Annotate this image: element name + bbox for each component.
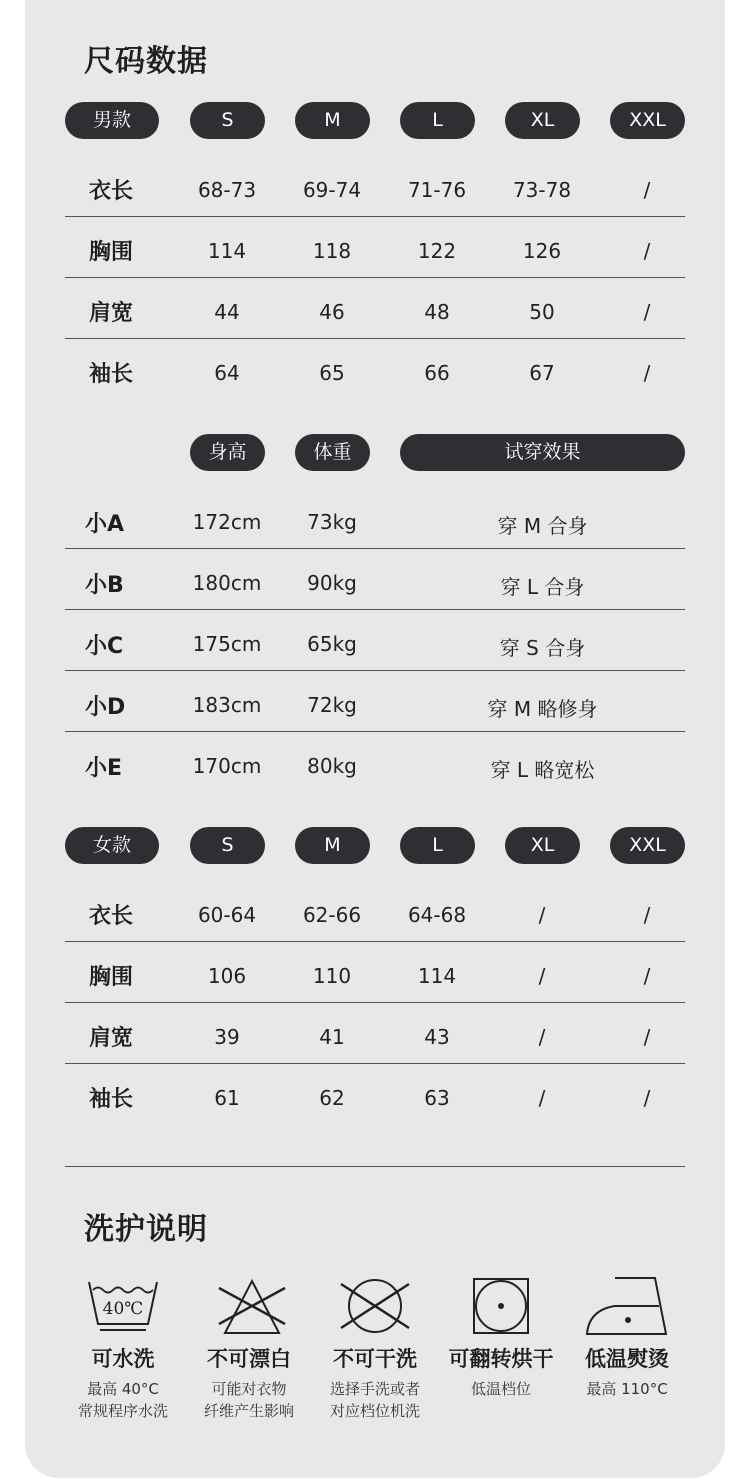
care-desc-line: 选择手洗或者 [329, 1380, 420, 1398]
women-size-l-pill: L [400, 827, 475, 864]
fitting-effect: 穿 L 合身 [500, 575, 585, 599]
men-cell: 67 [529, 361, 555, 385]
men-size-m-pill: M [295, 102, 370, 139]
women-cell: 39 [214, 1025, 240, 1049]
tumble-dry-low-icon [472, 1277, 532, 1335]
men-cell: 73-78 [512, 178, 572, 202]
men-cell: 114 [207, 239, 247, 263]
fitting-height: 175cm [192, 632, 262, 656]
care-name: 可翻转烘干 [448, 1347, 554, 1371]
women-cell: / [538, 903, 546, 927]
women-cell: 106 [207, 964, 247, 988]
fitting-row-label: 小A [85, 512, 125, 537]
men-cell: 64 [214, 361, 240, 385]
men-row-label: 衣长 [89, 179, 134, 204]
men-cell: 69-74 [302, 178, 362, 202]
women-row-label: 衣长 [89, 904, 134, 929]
fitting-effect: 穿 M 略修身 [487, 697, 598, 721]
section-divider [65, 1166, 685, 1167]
men-cell: / [643, 361, 651, 385]
men-cell: 48 [424, 300, 450, 324]
women-cell: 64-68 [407, 903, 467, 927]
men-cell: 66 [424, 361, 450, 385]
fitting-row-label: 小E [85, 756, 123, 781]
fitting-row-label: 小C [85, 634, 124, 659]
fitting-height: 170cm [192, 754, 262, 778]
fitting-effect-pill: 试穿效果 [400, 434, 685, 471]
men-cell: 118 [312, 239, 352, 263]
men-cell: 68-73 [197, 178, 257, 202]
size-section-title: 尺码数据 [84, 44, 208, 79]
care-desc [562, 1378, 692, 1400]
fitting-weight: 73kg [307, 510, 357, 534]
women-cell: 61 [214, 1086, 240, 1110]
women-cell: / [643, 964, 651, 988]
fitting-weight: 80kg [307, 754, 357, 778]
women-cell: 62 [319, 1086, 345, 1110]
row-divider [65, 731, 685, 732]
care-desc-line: 最高 40°C [87, 1380, 159, 1398]
care-desc [310, 1378, 440, 1422]
women-row-label: 袖长 [89, 1087, 134, 1112]
women-cell: / [538, 964, 546, 988]
fitting-weight: 72kg [307, 693, 357, 717]
fitting-row-label: 小D [85, 695, 126, 720]
men-cell: / [643, 300, 651, 324]
care-desc-line: 低温档位 [470, 1380, 531, 1398]
care-section-title: 洗护说明 [84, 1212, 208, 1247]
men-size-xxl-pill: XXL [610, 102, 685, 139]
care-desc [184, 1378, 314, 1422]
women-cell: / [643, 1086, 651, 1110]
men-row-label: 胸围 [89, 240, 134, 265]
fitting-effect: 穿 S 合身 [499, 636, 586, 660]
women-size-s-pill: S [190, 827, 265, 864]
iron-low-icon [585, 1276, 669, 1336]
men-cell: / [643, 178, 651, 202]
care-desc-line: 纤维产生影响 [203, 1402, 294, 1420]
row-divider [65, 941, 685, 942]
care-name: 不可干洗 [333, 1347, 417, 1371]
care-name: 可水洗 [91, 1347, 155, 1371]
row-divider [65, 338, 685, 339]
men-size-xl-pill: XL [505, 102, 580, 139]
content-card [25, 0, 725, 1478]
care-name: 低温熨烫 [585, 1347, 669, 1371]
women-cell: 110 [312, 964, 352, 988]
fitting-weight: 65kg [307, 632, 357, 656]
women-cell: / [643, 1025, 651, 1049]
men-cell: 46 [319, 300, 345, 324]
row-divider [65, 670, 685, 671]
row-divider [65, 216, 685, 217]
fitting-row-label: 小B [85, 573, 124, 598]
men-cell: 71-76 [407, 178, 467, 202]
men-cell: 122 [417, 239, 457, 263]
men-cell: 44 [214, 300, 240, 324]
care-desc-line: 常规程序水洗 [77, 1402, 168, 1420]
women-cell: 60-64 [197, 903, 257, 927]
row-divider [65, 609, 685, 610]
men-cell: / [643, 239, 651, 263]
women-size-xl-pill: XL [505, 827, 580, 864]
women-row-label: 肩宽 [89, 1026, 134, 1051]
care-desc [436, 1378, 566, 1400]
fitting-height-pill: 身高 [190, 434, 265, 471]
men-label-pill: 男款 [65, 102, 159, 139]
wash-tub-icon [86, 1278, 160, 1334]
fitting-weight: 90kg [307, 571, 357, 595]
women-cell: 114 [417, 964, 457, 988]
fitting-weight-pill: 体重 [295, 434, 370, 471]
women-cell: 62-66 [302, 903, 362, 927]
men-cell: 65 [319, 361, 345, 385]
fitting-effect: 穿 M 合身 [497, 514, 588, 538]
care-desc-line: 对应档位机洗 [329, 1402, 420, 1420]
no-bleach-icon [215, 1278, 289, 1336]
no-dry-clean-icon [338, 1276, 412, 1336]
men-row-label: 肩宽 [89, 301, 134, 326]
men-size-l-pill: L [400, 102, 475, 139]
women-cell: / [643, 903, 651, 927]
women-label-pill: 女款 [65, 827, 159, 864]
women-row-label: 胸围 [89, 965, 134, 990]
women-cell: 63 [424, 1086, 450, 1110]
care-desc-line: 最高 110°C [586, 1380, 668, 1398]
fitting-height: 183cm [192, 693, 262, 717]
care-desc-line: 可能对衣物 [211, 1380, 287, 1398]
row-divider [65, 277, 685, 278]
women-cell: 41 [319, 1025, 345, 1049]
men-row-label: 袖长 [89, 362, 134, 387]
women-size-xxl-pill: XXL [610, 827, 685, 864]
row-divider [65, 548, 685, 549]
men-cell: 126 [522, 239, 562, 263]
men-size-s-pill: S [190, 102, 265, 139]
men-cell: 50 [529, 300, 555, 324]
wash-temp-text: 40℃ [102, 1299, 144, 1319]
women-cell: / [538, 1025, 546, 1049]
care-name: 不可漂白 [207, 1347, 291, 1371]
care-desc [58, 1378, 188, 1422]
fitting-height: 180cm [192, 571, 262, 595]
fitting-effect: 穿 L 略宽松 [490, 758, 595, 782]
row-divider [65, 1002, 685, 1003]
women-size-m-pill: M [295, 827, 370, 864]
row-divider [65, 1063, 685, 1064]
women-cell: 43 [424, 1025, 450, 1049]
fitting-height: 172cm [192, 510, 262, 534]
women-cell: / [538, 1086, 546, 1110]
